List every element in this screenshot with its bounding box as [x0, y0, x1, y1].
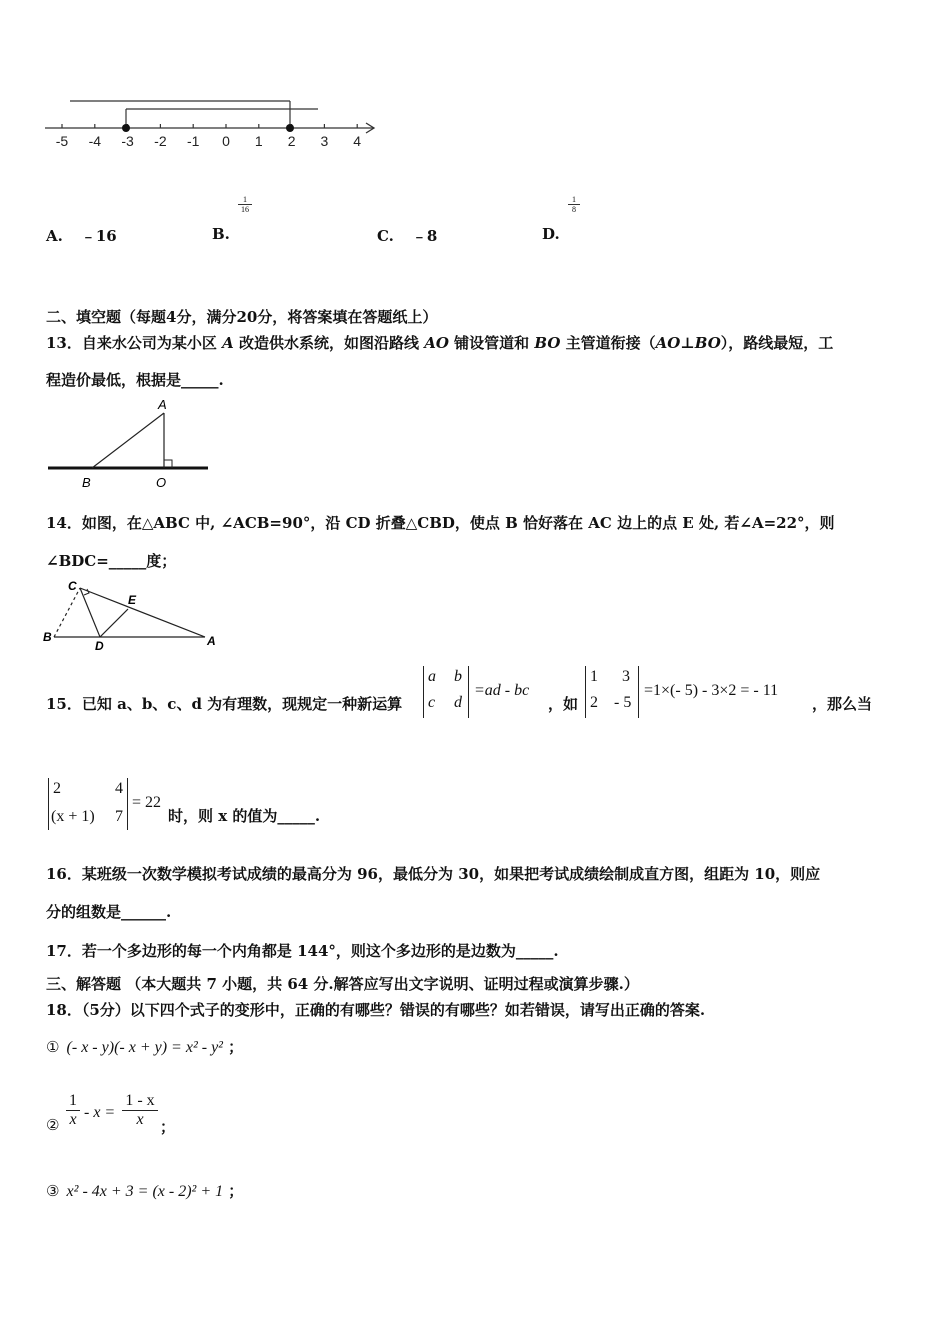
- q15-tail: 时，则 x 的值为_____.: [168, 807, 321, 825]
- tick-label: 1: [254, 133, 263, 149]
- q18-item-3: ③ x² - 4x + 3 = (x - 2)² + 1 ；: [46, 1182, 244, 1200]
- tick-label: 4: [353, 133, 362, 149]
- q13-line1: 13．自来水公司为某小区 A 改造供水系统，如图沿路线 AO 铺设管道和 BO 主管道衔接（AO⊥BO），路线最短，工: [46, 334, 834, 352]
- label-o: O: [156, 475, 167, 490]
- label-a: A: [158, 397, 167, 412]
- option-c: C. ﹣8: [377, 227, 438, 245]
- section3-heading: 三、解答题 （本大题共 7 小题，共 64 分.解答应写出文字说明、证明过程或演算步骤.）: [46, 975, 639, 993]
- q14-figure: [40, 574, 230, 654]
- number-line-figure: [40, 90, 390, 160]
- q13-figure: [40, 395, 220, 495]
- q14-line2: ∠BDC=_____度；: [46, 552, 177, 570]
- q15-prefix: 15．已知 a、b、c、d 为有理数，现规定一种新运算: [46, 695, 403, 713]
- q14-line1: 14．如图，在△ABC 中, ∠ACB=90°，沿 CD 折叠△CBD，使点 B 恰好落在 AC 边上的点 E 处, 若∠A=22°，则: [46, 514, 835, 532]
- tick-label: 3: [320, 133, 329, 149]
- label-d: D: [95, 639, 104, 653]
- q13-line2: 程造价最低，根据是_____.: [46, 371, 224, 389]
- tick-label: 0: [222, 133, 230, 149]
- tick-label: -4: [88, 133, 102, 149]
- option-d-fraction: 1 8: [568, 195, 580, 214]
- tick-label: -3: [121, 133, 134, 149]
- q15-mid: ，如: [548, 695, 579, 713]
- determinant-rule: =ad - bc: [474, 682, 530, 699]
- q16-line1: 16．某班级一次数学模拟考试成绩的最高分为 96，最低分为 30，如果把考试成绩绘制成直方图，组距为 10，则应: [46, 865, 821, 883]
- q17-text: 17．若一个多边形的每一个内角都是 144°，则这个多边形的是边数为_____.: [46, 942, 559, 960]
- determinant-example: 1 3 2 - 5: [585, 666, 639, 718]
- option-a: A. ﹣16: [46, 227, 117, 245]
- q15-suffix: ，那么当: [812, 695, 873, 713]
- option-b-fraction: 1 16: [238, 195, 252, 214]
- q18-item-1: ① (- x - y)(- x + y) = x² - y² ；: [46, 1038, 244, 1056]
- label-b: B: [82, 475, 91, 490]
- point-2: [286, 124, 294, 132]
- tick-label: 2: [287, 133, 296, 149]
- determinant-definition: a b c d: [423, 666, 469, 718]
- label-b: B: [43, 630, 52, 644]
- point-minus-3: [122, 124, 130, 132]
- section2-heading: 二、填空题（每题4分，满分20分，将答案填在答题纸上）: [46, 308, 438, 326]
- determinant-example-result: =1×(- 5) - 3×2 = - 11: [644, 682, 779, 699]
- tick-label: -5: [55, 133, 69, 149]
- option-b: B.: [212, 225, 230, 243]
- label-e: E: [128, 593, 137, 607]
- determinant-question-value: = 22: [132, 794, 162, 811]
- q18-stem: 18．（5分）以下四个式子的变形中，正确的有哪些？错误的有哪些？如若错误，请写出正确的答案.: [46, 1001, 706, 1019]
- tick-label: -2: [154, 133, 167, 149]
- option-d: D.: [542, 225, 560, 243]
- tick-label: -1: [186, 133, 200, 149]
- q16-line2: 分的组数是______.: [46, 903, 172, 921]
- label-a: A: [207, 634, 216, 648]
- label-c: C: [68, 579, 77, 593]
- determinant-question: 2 4 (x + 1) 7: [48, 778, 128, 830]
